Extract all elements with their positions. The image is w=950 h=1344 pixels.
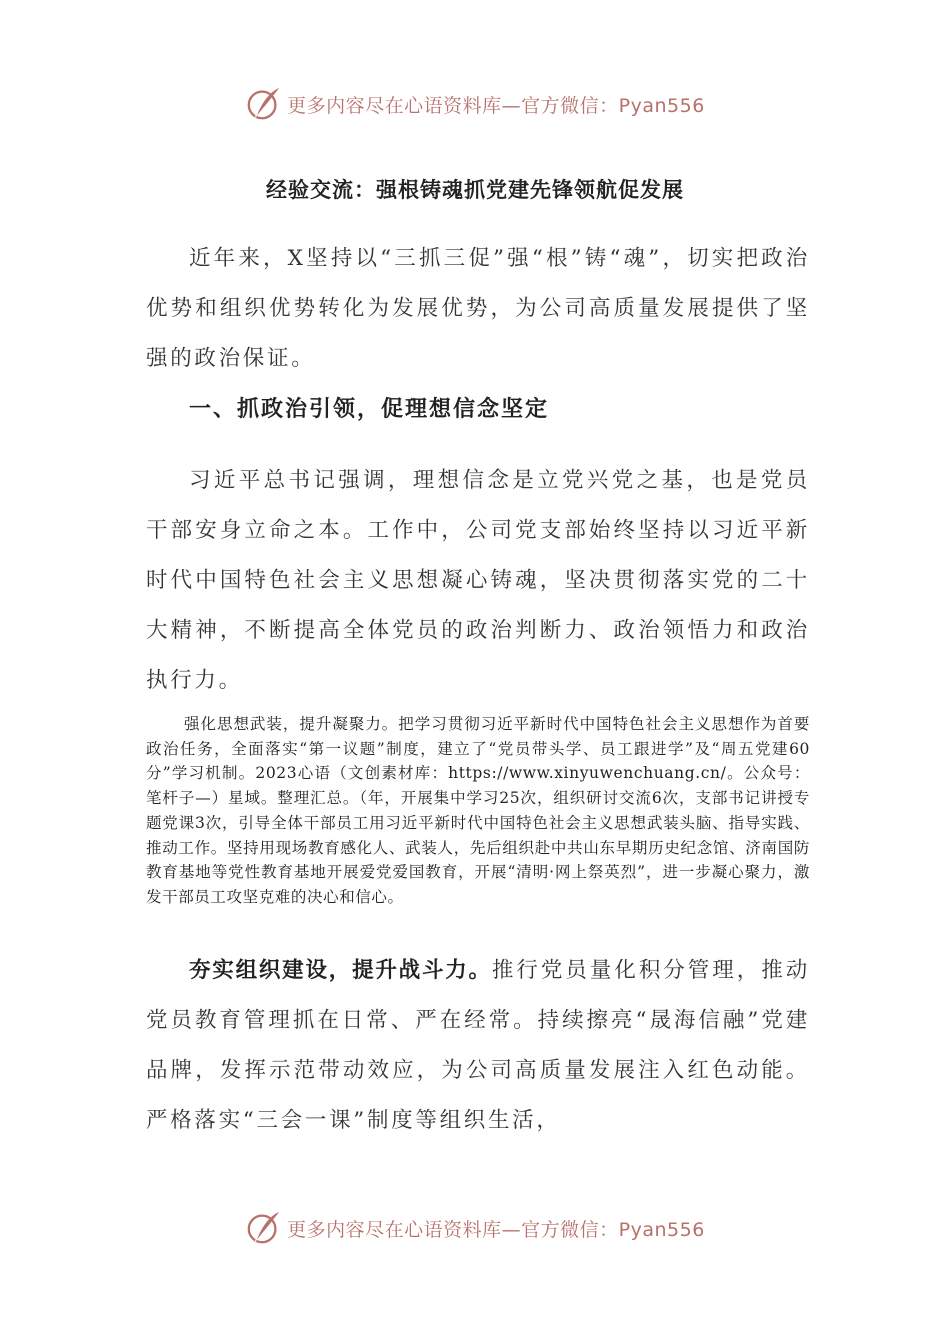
organization-paragraph: [146, 946, 810, 1146]
quill-logo-icon: [245, 1209, 283, 1247]
paragraph-body: 推行党员量化积分管理，推动党员教育管理抓在日常、严在经常。持续擦亮“晟海信融”党建品牌，发挥示范带动效应，为公司高质量发展注入红色动能。严格落实“三会一课”制度等组织生活，: [146, 958, 810, 1133]
watermark-text: 更多内容尽在心语资料库—官方微信：Pyan556: [287, 94, 705, 117]
watermark-footer: [0, 1208, 950, 1248]
section-heading-1: 一、抓政治引领，促理想信念坚定: [189, 397, 550, 422]
section1-paragraph: 习近平总书记强调，理想信念是立党兴党之基，也是党员干部安身立命之本。工作中，公司党支部始终坚持以习近平新时代中国特色社会主义思想凝心铸魂，坚决贯彻落实党的二十大精神，不断提高全体党员的政治判断力、政治领悟力和政治执行力。: [146, 468, 810, 693]
watermark-text: 更多内容尽在心语资料库—官方微信：Pyan556: [287, 1218, 705, 1241]
intro-paragraph: 近年来，X坚持以“三抓三促”强“根”铸“魂”，切实把政治优势和组织优势转化为发展优势，为公司高质量发展提供了坚强的政治保证。: [146, 246, 810, 371]
paragraph-lead: 夯实组织建设，提升战斗力。: [189, 958, 492, 983]
document-title: 经验交流：强根铸魂抓党建先锋领航促发展: [266, 178, 684, 202]
quill-logo-icon: [245, 85, 283, 123]
watermark-header: [0, 84, 950, 124]
small-print-paragraph: 强化思想武装，提升凝聚力。把学习贯彻习近平新时代中国特色社会主义思想作为首要政治任务，全面落实“第一议题”制度，建立了“党员带头学、员工跟进学”及“周五党建60分”学习机制。2023心语（文创素材库：https://www.xinyuwenchuang.cn/。公众号：笔杆子—）星域。整理汇总。（年，开展集中学习25次，组织研讨交流6次，支部书记讲授专题党课3次，引导全体干部员工用习近平新时代中国特色社会主义思想武装头脑、指导实践、推动工作。坚持用现场教育感化人、武装人，先后组织赴中共山东早期历史纪念馆、济南国防教育基地等党性教育基地开展爱党爱国教育，开展“清明·网上祭英烈”，进一步凝心聚力，激发干部员工攻坚克难的决心和信心。: [146, 715, 810, 906]
